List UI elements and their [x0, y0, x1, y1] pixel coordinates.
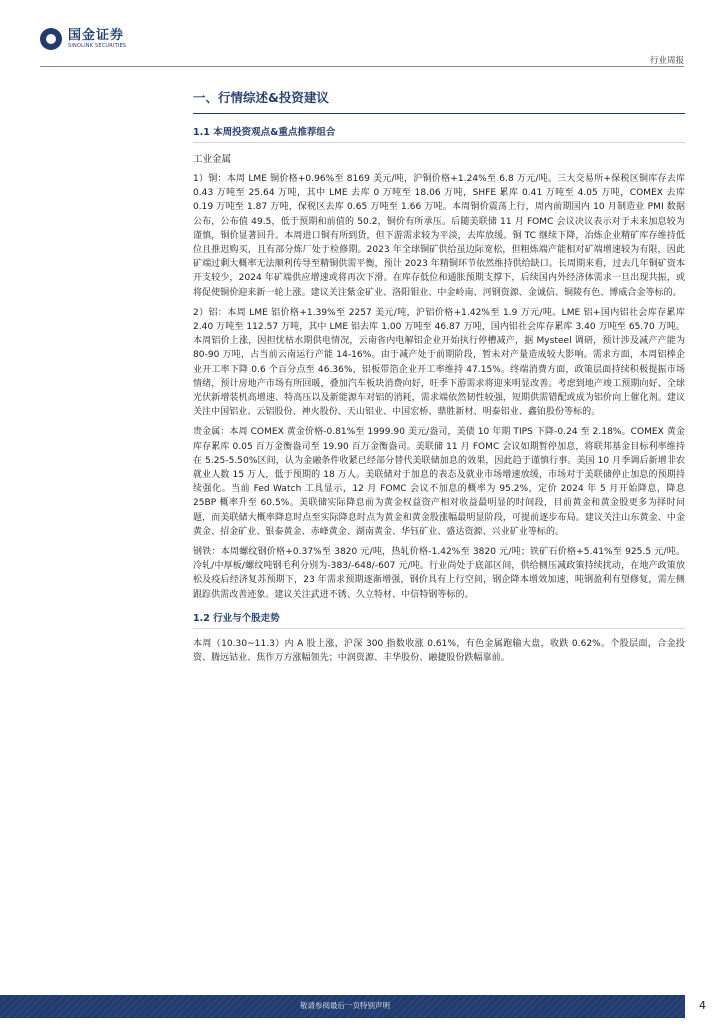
- report-type-label: 行业周报: [649, 56, 684, 66]
- company-logo: [40, 28, 126, 50]
- paragraph-market-trend: 本周（10.30~11.3）内 A 股上涨，沪深 300 指数收涨 0.61%，有色金属跑输大盘，收跌 0.62%。个股层面，合金投资、腾远钴业、焦作万方涨幅领先；中润资源、丰华股份、融捷股份跌幅靠前。: [193, 638, 685, 664]
- footer-disclaimer: 敬请参阅最后一页特别声明: [300, 1001, 390, 1010]
- logo-english-name: SINOLINK SECURITIES: [68, 43, 127, 49]
- logo-chinese-name: 国金证券: [68, 28, 125, 43]
- subsection-title-investment-views: 1.1 本周投资观点&重点推荐组合: [193, 124, 685, 143]
- section-title: 一、行情综述&投资建议: [193, 88, 685, 114]
- main-content: [193, 88, 685, 671]
- paragraph-aluminum: 2）铝：本周 LME 铝价格+1.39%至 2257 美元/吨，沪铝价格+1.42%至 1.9 万元/吨。LME 铝+国内铝社会库存累库 2.40 万吨至 112.57 万吨，其中 LME 铝去库 1.00 万吨至 46.87 万吨，国内铝社会库存累库 3.40 万吨至 65.70 万吨。本周铝价上涨，因担忧枯水期供电情况，云南省内电解铝企业开始执行停槽减产，据 Mysteel 调研，预计涉及减产产能为 80-90 万吨，占当前云南运行产能 14-16%。由于减产处于前期阶段，暂未对产量造成较大影响。需求方面，本周铝棒企业开工率下降 0.6 个百分点至 46.36%，铝板带箔企业开工率维持 47.15%。终端消费方面，政策层面持续积极提振市场情绪，预计房地产市场有所回暖，叠加汽车板块消费向好，旺季下游需求将迎来明显改善。考虑到地产竣工预期向好、全球光伏新增装机高增速、特高压以及新能源车对铝的消耗，需求端依然韧性较强，短期供需错配或成为铝价向上催化剂。建议关注中国铝业、云铝股份、神火股份、天山铝业、中国宏桥、鼎胜新材、明泰铝业、鑫铂股份等标的。: [193, 307, 685, 418]
- subsection-title-market-trend: 1.2 行业与个股走势: [193, 610, 685, 629]
- logo-icon: [40, 28, 62, 50]
- page-number: 4: [699, 999, 706, 1012]
- paragraph-precious-metals: 贵金属：本周 COMEX 黄金价格-0.81%至 1999.90 美元/盎司，美债 10 年期 TIPS 下降-0.24 至 2.18%。COMEX 黄金库存累库 0.05 百万金衡盎司至 19.90 百万金衡盎司。美联储 11 月 FOMC 会议如期暂停加息，将联邦基金目标利率维持在 5.25-5.50%区间，认为金融条件收紧已经部分替代美联储加息的效果，因此趋于谨慎行事。美国 10 月季调后新增非农就业人数 15 万人，低于预期的 18 万人。美联储对于加息的表态及就业市场增速放缓，市场对于美联储停止加息的预期持续强化。当前 Fed Watch 工具显示，12 月 FOMC 会议不加息的概率为 95.2%，定价 2024 年 5 月开始降息，降息 25BP 概率升至 60.5%。美联储实际降息前为黄金权益资产相对收益最明显的时间段，目前黄金和黄金股更多为择时问题，而美联储大概率降息时点至实际降息时点为黄金和黄金股涨幅最明显阶段，可提前逐步布局。建议关注山东黄金、中金黄金、招金矿业、银泰黄金、赤峰黄金、湖南黄金、华钰矿业、盛达资源、兴业矿业等标的。: [193, 427, 685, 537]
- paragraph-copper: 1）铜：本周 LME 铜价格+0.96%至 8169 美元/吨，沪铜价格+1.24%至 6.8 万元/吨。三大交易所+保税区铜库存去库 0.43 万吨至 25.64 万吨，其中 LME 去库 0 万吨至 18.06 万吨，SHFE 累库 0.41 万吨至 4.05 万吨，COMEX 去库 0.19 万吨至 1.87 万吨，保税区去库 0.65 万吨至 1.66 万吨。本周铜价震荡上行，周内前期国内 10 月制造业 PMI 数据公布，公布值 49.5，低于预期和前值的 50.2，铜价有所承压。后随美联储 11 月 FOMC 会议决议表示对于未来加息较为谨慎，铜价显著回升。本周进口铜有所到货，但下游需求较为平淡，去库放缓。铜 TC 继续下降，冶炼企业精矿库存维持低位且推迟购买，且有部分炼厂处于检修期。2023 年全球铜矿供给虽边际宽松，但粗炼端产能相对矿端增速较为有限，因此矿端过剩大概率无法顺利传导至精铜供需平衡，预计 2023 年精铜环节依然维持供给缺口。长周期来看，过去几年铜矿资本开支较少，2024 年矿端供应增速或将再次下滑。在库存低位和通胀预期支撑下，后续国内外经济体需求一旦出现共振，或将促使铜价迎来新一轮上涨。建议关注紫金矿业、洛阳钼业、中金岭南、河钢资源、金诚信、铜陵有色、博威合金等标的。: [193, 174, 685, 298]
- page-header: [0, 0, 724, 70]
- header-divider: [40, 66, 684, 67]
- paragraph-steel: 钢铁：本周螺纹钢价格+0.37%至 3820 元/吨，热轧价格-1.42%至 3820 元/吨；铁矿石价格+5.41%至 925.5 元/吨。冷轧/中厚板/螺纹吨钢毛利分别为-383/-648/-607 元/吨。行业尚处于底部区间，供给侧压减政策持续扰动，在地产政策放松及疫后经济复苏预期下，23 年需求预期逐渐增强，钢价具有上行空间，钢企降本增效加速，吨钢盈利有望修复，需左侧跟踪供需改善迹象。建议关注武进不锈、久立特材、中信特钢等标的。: [193, 547, 685, 600]
- category-label: 工业金属: [193, 154, 232, 165]
- logo-wordmark: [68, 29, 126, 49]
